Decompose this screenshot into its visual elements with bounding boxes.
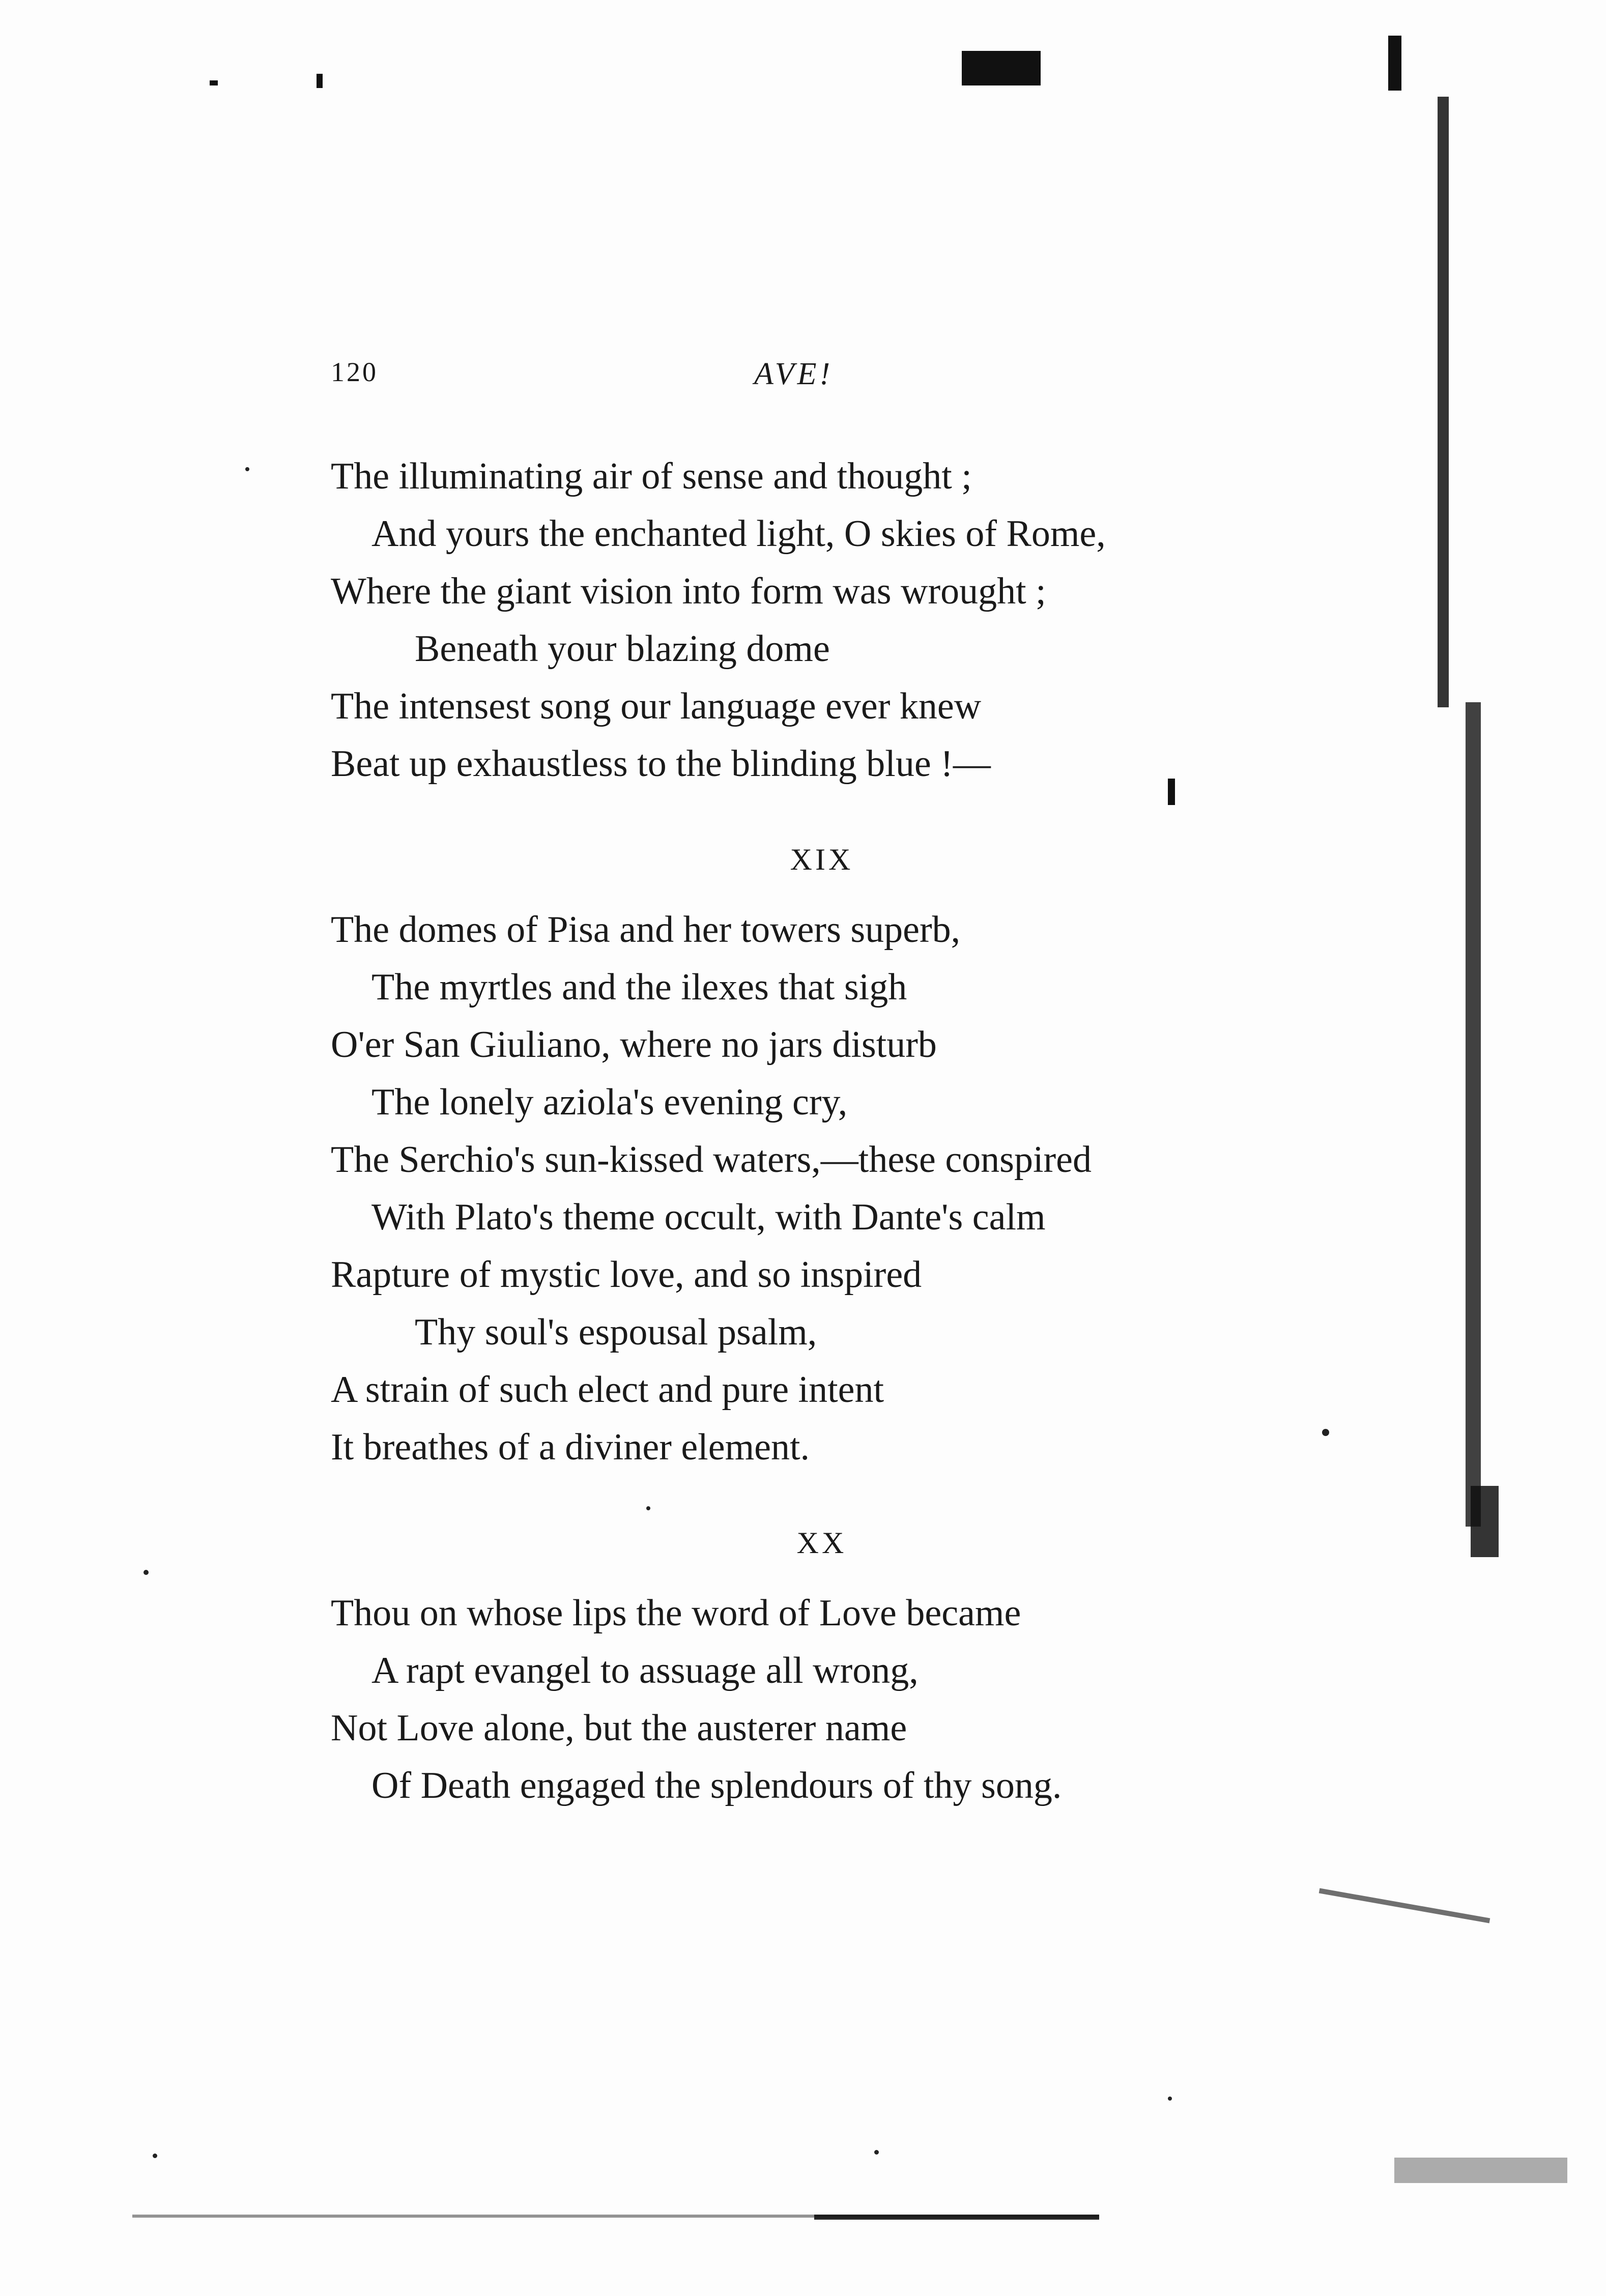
poem-line: Beneath your blazing dome — [415, 628, 830, 670]
poem-line: The Serchio's sun-kissed waters,—these conspired — [331, 1139, 1092, 1181]
poem-line: Rapture of mystic love, and so inspired — [331, 1254, 922, 1296]
scan-dot — [874, 2150, 879, 2155]
poem-line: O'er San Giuliano, where no jars disturb — [331, 1024, 937, 1066]
poem-line: The myrtles and the ilexes that sigh — [371, 966, 907, 1008]
scan-dot — [1168, 2097, 1172, 2101]
poem-line: The illuminating air of sense and thought ; — [331, 455, 972, 497]
stanza-continued — [331, 448, 1272, 793]
scan-dot — [144, 1570, 149, 1575]
poem-line: A strain of such elect and pure intent — [331, 1369, 884, 1411]
scan-dot — [153, 2154, 157, 2158]
poem-line: Thy soul's espousal psalm, — [415, 1311, 817, 1353]
poem-body — [331, 448, 1272, 1815]
scan-edge-line-bottom-dark — [814, 2215, 1099, 2220]
poem-line: Beat up exhaustless to the blinding blue !— — [331, 743, 991, 785]
scan-edge-shadow-right-hook — [1471, 1486, 1499, 1557]
poem-line: And yours the enchanted light, O skies of Rome, — [371, 513, 1106, 555]
scan-dot — [245, 467, 249, 471]
poem-line: The lonely aziola's evening cry, — [371, 1081, 848, 1123]
poem-line: With Plato's theme occult, with Dante's calm — [371, 1196, 1046, 1238]
poem-line: A rapt evangel to assuage all wrong, — [371, 1650, 919, 1691]
scan-mark-top-right — [1388, 36, 1401, 91]
section-heading-xx: XX — [796, 1526, 847, 1560]
scan-edge-streak-bottom — [1319, 1888, 1490, 1924]
scan-dot — [1322, 1429, 1329, 1436]
poem-line: Not Love alone, but the austerer name — [331, 1707, 907, 1749]
stanza-xix — [331, 901, 1272, 1476]
poem-line: Thou on whose lips the word of Love became — [331, 1592, 1021, 1634]
scan-edge-shadow-right — [1438, 97, 1449, 707]
poem-line: Of Death engaged the splendours of thy song. — [371, 1765, 1062, 1806]
scan-mark-top-left-small — [210, 80, 218, 85]
scan-mark-top-left — [317, 74, 323, 88]
stanza-xx — [331, 1585, 1272, 1815]
scan-edge-shadow-right-lower — [1466, 702, 1481, 1527]
page-header — [331, 356, 1196, 402]
section-heading-xix: XIX — [790, 843, 854, 876]
running-head: AVE! — [754, 357, 834, 391]
poem-line: Where the giant vision into form was wrought ; — [331, 570, 1046, 612]
scan-edge-speckle-bottom-right — [1394, 2158, 1567, 2183]
scan-mark-top-center — [962, 51, 1041, 85]
poem-line: The domes of Pisa and her towers superb, — [331, 909, 961, 951]
poem-line: It breathes of a diviner element. — [331, 1426, 810, 1468]
poem-line: The intensest song our language ever knew — [331, 685, 982, 727]
page-number: 120 — [331, 357, 378, 387]
